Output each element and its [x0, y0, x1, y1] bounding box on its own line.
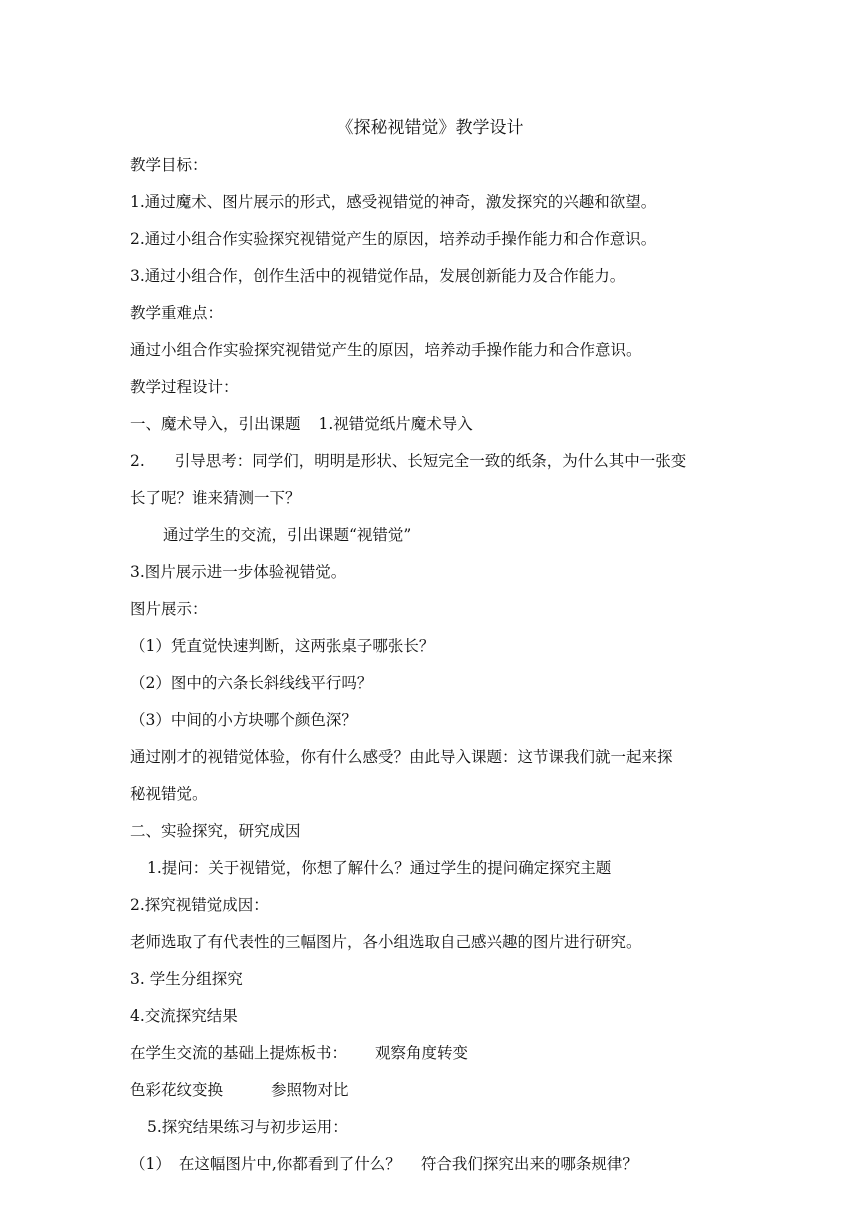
part1-item-3: 3.图片展示进一步体验视错觉。: [130, 563, 347, 581]
process-heading: 教学过程设计：: [130, 378, 239, 396]
document-title: 《探秘视错觉》教学设计: [336, 118, 524, 138]
picture-item-1: （1）凭直觉快速判断，这两张桌子哪张长？: [130, 637, 435, 655]
exercise-1-question: 在这幅图片中,你都看到了什么？: [178, 1155, 401, 1173]
part1-item-2-line-2: 长了呢？谁来猜测一下？: [130, 489, 301, 507]
reflection-line-1: 通过刚才的视错觉体验，你有什么感受？由此导入课题：这节课我们就一起来探: [130, 748, 673, 766]
board-item-1: 观察角度转变: [375, 1044, 469, 1062]
goals-heading: 教学目标：: [130, 156, 208, 174]
part2-item-3: 3. 学生分组探究: [130, 970, 243, 988]
board-item-3: 参照物对比: [271, 1081, 349, 1099]
board-item-2: 色彩花纹变换: [130, 1081, 224, 1099]
picture-item-3: （3）中间的小方块哪个颜色深？: [130, 711, 357, 729]
exercise-1-followup: 符合我们探究出来的哪条规律？: [420, 1155, 638, 1173]
part1-heading-line: [130, 413, 473, 435]
key-points-heading: 教学重难点：: [130, 304, 224, 322]
part1-item-2-text: 引导思考：同学们，明明是形状、长短完全一致的纸条，为什么其中一张变: [174, 452, 687, 470]
goal-item-2: 2.通过小组合作实验探究视错觉产生的原因，培养动手操作能力和合作意识。: [130, 230, 657, 248]
part2-item-1: 1.提问：关于视错觉，你想了解什么？通过学生的提问确定探究主题: [147, 859, 612, 877]
pictures-heading: 图片展示：: [130, 600, 208, 618]
board-line-2: [130, 1079, 349, 1101]
part2-item-2-detail: 老师选取了有代表性的三幅图片，各小组选取自己感兴趣的图片进行研究。: [130, 933, 642, 951]
part1-intro-line: 通过学生的交流，引出课题“视错觉”: [163, 526, 412, 544]
picture-item-2: （2）图中的六条长斜线线平行吗？: [130, 674, 373, 692]
part1-heading: 一、魔术导入，引出课题: [130, 415, 301, 433]
part1-item-2-line-1: [130, 450, 686, 472]
part2-item-4: 4.交流探究结果: [130, 1007, 238, 1025]
goal-item-3: 3.通过小组合作，创作生活中的视错觉作品，发展创新能力及合作能力。: [130, 267, 626, 285]
board-intro: 在学生交流的基础上提炼板书：: [130, 1044, 348, 1062]
exercise-1-number: （1）: [130, 1155, 171, 1173]
part2-item-2: 2.探究视错觉成因：: [130, 896, 269, 914]
part1-item-1: 1.视错觉纸片魔术导入: [318, 415, 473, 433]
reflection-line-2: 秘视错觉。: [130, 785, 208, 803]
key-points-text: 通过小组合作实验探究视错觉产生的原因，培养动手操作能力和合作意识。: [130, 341, 642, 359]
board-line-1: [130, 1042, 468, 1064]
part2-item-5: 5.探究结果练习与初步运用：: [147, 1118, 348, 1136]
part1-item-2-number: 2.: [130, 452, 145, 470]
exercise-1-line: [130, 1153, 638, 1175]
goal-item-1: 1.通过魔术、图片展示的形式，感受视错觉的神奇，激发探究的兴趣和欲望。: [130, 193, 657, 211]
part2-heading: 二、实验探究，研究成因: [130, 822, 301, 840]
